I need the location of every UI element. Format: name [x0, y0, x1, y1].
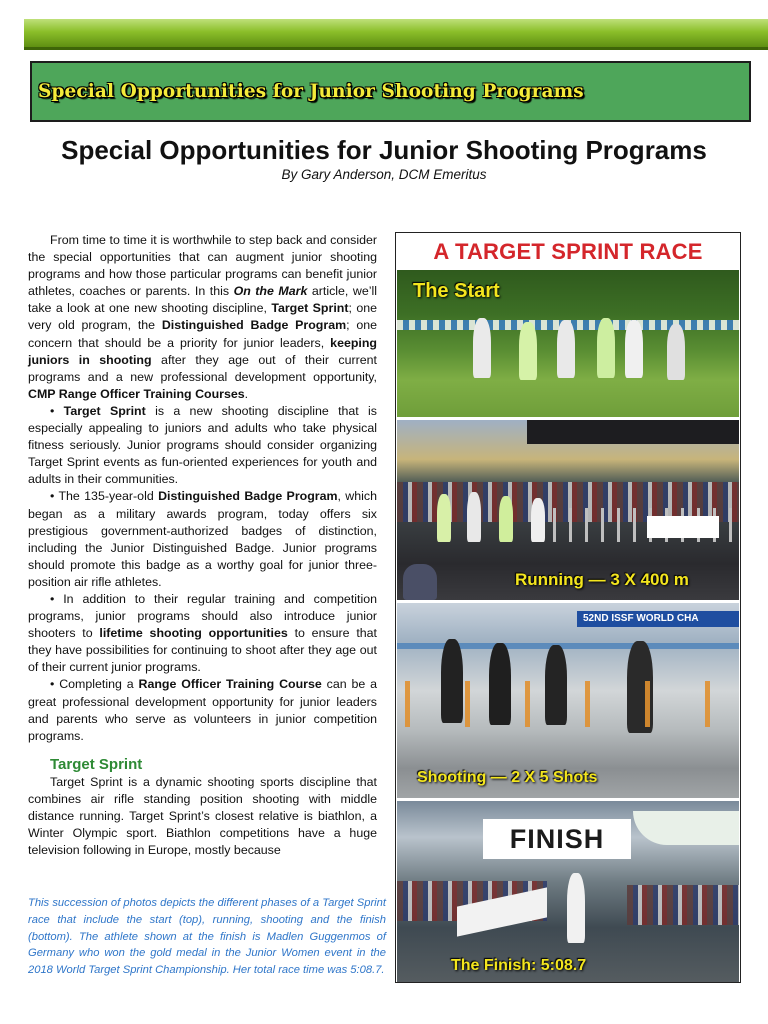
runner-figure: [437, 494, 451, 542]
label-start: The Start: [413, 280, 500, 302]
subhead-target-sprint: Target Sprint: [50, 755, 143, 773]
finish-banner: FINISH: [483, 819, 631, 859]
sponsor-sign: [647, 516, 719, 538]
photo-running: [397, 420, 739, 600]
intro-paragraph: From time to time it is worthwhile to step back and consider the special opportunities that can augment junior shooting programs and how those particular programs can benefit junior athletes, coaches or parents. In this On the Mark article, we’ll take a look at one new shooting discipline, Target Sprint; one very old program, the Distinguished Badge Program; one concern that should be a priority for junior leaders, keeping juniors in shooting after they age out of their current programs and a new professional development opportunity, CMP Range Officer Training Courses.: [28, 233, 377, 401]
article-byline: By Gary Anderson, DCM Emeritus: [281, 167, 487, 182]
label-running: Running — 3 X 400 m: [515, 570, 689, 589]
runner-figure: [625, 320, 643, 378]
section-banner: [30, 61, 751, 122]
article-body-column: [28, 232, 377, 859]
bullet-lifetime-shooting: • In addition to their regular training and competition programs, junior programs should also introduce junior shooters to lifetime shooting opportunities to ensure that they have possibilities for continuing to shoot after they age out of their current junior programs.: [28, 591, 377, 675]
target-sprint-paragraph: Target Sprint is a dynamic shooting sports discipline that combines air rifle standing position shooting with middle distance running. Target Sprint’s closest relative is biathlon, a Winter Olympic sport. Biathlon competitions have a huge television following in Europe, mostly because: [28, 774, 377, 858]
header-decor-bar: [24, 19, 768, 50]
runner-figure: [667, 324, 685, 380]
runner-figure: [597, 318, 615, 378]
runner-figure: [499, 496, 513, 542]
runner-figure: [557, 320, 575, 378]
photo-start: [397, 270, 739, 417]
athlete-figure: [567, 873, 585, 943]
label-finish: The Finish: 5:08.7: [451, 957, 587, 974]
rifle-stands: [405, 681, 735, 727]
runner-figure: [531, 498, 545, 542]
label-shooting: Shooting — 2 X 5 Shots: [417, 769, 598, 786]
banner-title: Special Opportunities for Junior Shooting Programs: [38, 81, 584, 102]
bullet-target-sprint: • Target Sprint is a new shooting discipline that is especially appealing to juniors and adults who take physical fitness seriously. Junior programs should consider organizing Target Sprint events as fun-oriented experiences for youth and adults in their communities.: [28, 403, 378, 487]
article-title: Special Opportunities for Junior Shooting Programs: [61, 135, 707, 165]
photo-caption: This succession of photos depicts the different phases of a Target Sprint race that include the start (top), running, shooting and the finish (bottom). The athlete shown at the finish is Madlen Guggenmos of Germany who won the gold medal in the Junior Women event in the 2018 World Target Sprint Championship. Her total race time was 5:08.7.: [28, 897, 386, 977]
runner-figure: [467, 492, 481, 542]
bullet-range-officer: • Completing a Range Officer Training Course can be a great professional development opportunity for junior leaders and parents who serve as volunteers in junior competition programs.: [28, 677, 377, 743]
spectator-crowd: [627, 885, 739, 925]
photo-panel: [395, 232, 741, 983]
issf-banner: 52ND ISSF WORLD CHA: [577, 611, 739, 627]
bullet-distinguished-badge: • The 135-year-old Distinguished Badge Program, which began as a military awards program, today offers six prestigious government-authorized badges of distinction, including the Junior Distinguished Badge. Junior programs should promote this badge as a worthy goal for junior three-position air rifle athletes.: [28, 489, 377, 589]
tent-canopy: [633, 811, 739, 845]
photo-panel-title: A TARGET SPRINT RACE: [433, 239, 703, 264]
photo-shooting: [397, 603, 739, 798]
runner-figure: [519, 322, 537, 380]
runner-figure: [473, 318, 491, 378]
photographer-figure: [403, 564, 437, 600]
grandstand-roof: [527, 420, 739, 444]
photo-finish: [397, 801, 739, 982]
